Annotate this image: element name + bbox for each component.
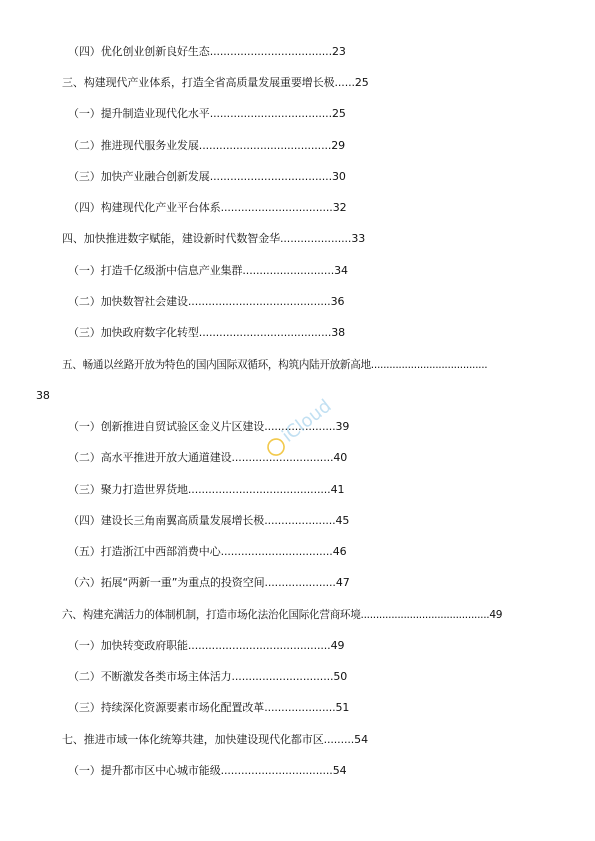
toc-entry[interactable]: （三）持续深化资源要素市场化配置改革.....................51: [68, 701, 350, 714]
toc-entry[interactable]: （三）聚力打造世界货地..........................................41: [68, 483, 345, 496]
toc-entry[interactable]: （四）建设长三角南翼高质量发展增长极.....................45: [68, 514, 350, 527]
toc-entry[interactable]: 六、构建充满活力的体制机制，打造市场化法治化国际化营商环境..........................................49: [62, 609, 503, 621]
toc-entry[interactable]: （二）不断激发各类市场主体活力..............................50: [68, 670, 348, 683]
toc-entry[interactable]: （一）提升制造业现代化水平....................................25: [68, 107, 346, 120]
toc-entry[interactable]: （五）打造浙江中西部消费中心.................................46: [68, 545, 347, 558]
toc-entry[interactable]: （一）提升都市区中心城市能级.................................54: [68, 764, 347, 777]
toc-entry[interactable]: （二）高水平推进开放大通道建设..............................40: [68, 451, 348, 464]
toc-entry[interactable]: （六）拓展“两新一重”为重点的投资空间.....................47: [68, 576, 350, 589]
toc-entry[interactable]: （二）推进现代服务业发展.......................................29: [68, 139, 346, 152]
toc-entry[interactable]: （四）构建现代化产业平台体系.................................32: [68, 201, 347, 214]
toc-entry[interactable]: 七、推进市域一体化统筹共建，加快建设现代化都市区.........54: [62, 733, 368, 746]
toc-entry[interactable]: （三）加快政府数字化转型.......................................38: [68, 326, 346, 339]
toc-entry[interactable]: 五、畅通以丝路开放为特色的国内国际双循环，构筑内陆开放新高地......................................: [62, 359, 488, 371]
toc-entry[interactable]: 三、构建现代产业体系，打造全省高质量发展重要增长极......25: [62, 76, 369, 89]
toc-entry-page-wrap[interactable]: 38: [36, 389, 50, 402]
toc-entry[interactable]: （四）优化创业创新良好生态....................................23: [68, 45, 346, 58]
toc-entry[interactable]: （一）打造千亿级浙中信息产业集群...........................34: [68, 264, 348, 277]
toc-entry[interactable]: 四、加快推进数字赋能，建设新时代数智金华.....................33: [62, 232, 366, 245]
toc-entry[interactable]: （二）加快数智社会建设..........................................36: [68, 295, 345, 308]
toc-entry[interactable]: （一）加快转变政府职能..........................................49: [68, 639, 345, 652]
toc-entry[interactable]: （一）创新推进自贸试验区金义片区建设.....................39: [68, 420, 350, 433]
watermark-text: iCloud: [278, 395, 336, 447]
toc-entry[interactable]: （三）加快产业融合创新发展....................................30: [68, 170, 346, 183]
